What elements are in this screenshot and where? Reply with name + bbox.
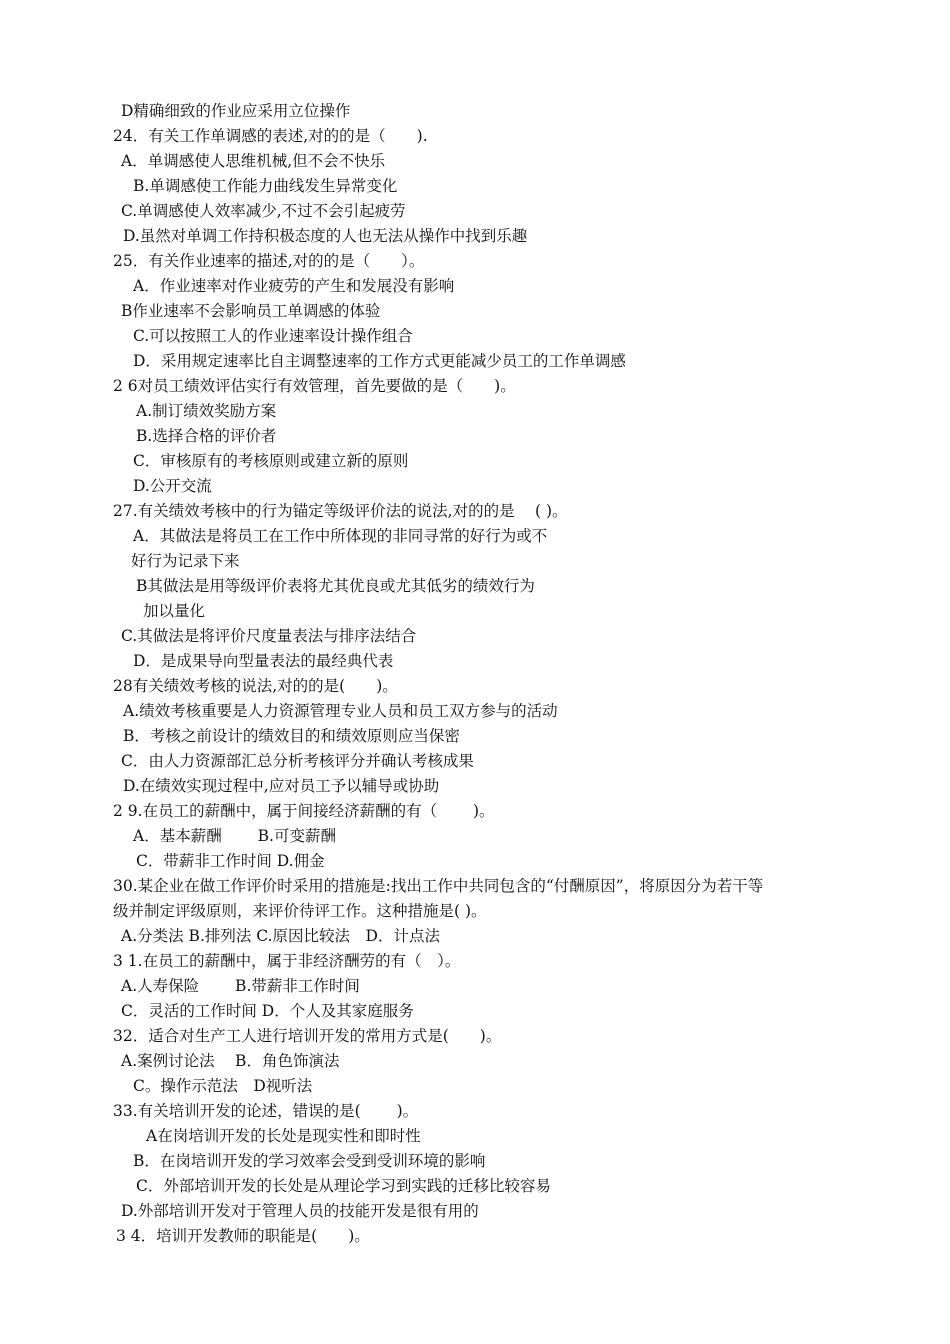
option-24c: C.单调感使人效率减少,不过不会引起疲劳 — [121, 202, 406, 220]
text-line: D精确细致的作业应采用立位操作 — [121, 102, 351, 120]
option-24a: A．单调感使人思维机械,但不会不快乐 — [121, 152, 386, 170]
question-26: 2 6对员工绩效评估实行有效管理，首先要做的是（ )。 — [113, 377, 516, 395]
option-33c: C．外部培训开发的长处是从理论学习到实践的迁移比较容易 — [136, 1177, 551, 1195]
option-28d: D.在绩效实现过程中,应对员工予以辅导或协助 — [123, 777, 440, 795]
question-30: 30.某企业在做工作评价时采用的措施是:找出工作中共同包含的“付酬原因”，将原因分为若干等 — [113, 877, 764, 895]
question-31: 3 1.在员工的薪酬中，属于非经济酬劳的有（ ）。 — [113, 952, 461, 970]
option-25a: A．作业速率对作业疲劳的产生和发展没有影响 — [133, 277, 455, 295]
question-25: 25．有关作业速率的描述,对的的是（ ）。 — [113, 252, 425, 270]
options-31cd: C．灵活的工作时间 D．个人及其家庭服务 — [121, 1002, 414, 1020]
question-24: 24．有关工作单调感的表述,对的的是（ ). — [113, 127, 428, 145]
option-27b-cont: 加以量化 — [143, 602, 206, 620]
options-29cd: C．带薪非工作时间 D.佣金 — [136, 852, 325, 870]
question-27: 27.有关绩效考核中的行为锚定等级评价法的说法,对的的是 ( )。 — [113, 502, 568, 520]
option-33b: B．在岗培训开发的学习效率会受到受训环境的影响 — [133, 1152, 486, 1170]
option-26a: A.制订绩效奖励方案 — [136, 402, 277, 420]
question-28: 28有关绩效考核的说法,对的的是( )。 — [113, 677, 398, 695]
option-33d: D.外部培训开发对于管理人员的技能开发是很有用的 — [121, 1202, 479, 1220]
option-25d: D．采用规定速率比自主调整速率的工作方式更能减少员工的工作单调感 — [133, 352, 626, 370]
option-27c: C.其做法是将评价尺度量表法与排序法结合 — [121, 627, 417, 645]
option-24d: D.虽然对单调工作持积极态度的人也无法从操作中找到乐趣 — [123, 227, 528, 245]
question-34: 3 4．培训开发教师的职能是( )。 — [116, 1227, 370, 1245]
option-26c: C．审核原有的考核原则或建立新的原则 — [133, 452, 409, 470]
option-28a: A.绩效考核重要是人力资源管理专业人员和员工双方参与的活动 — [123, 702, 558, 720]
options-32ab: A.案例讨论法 B．角色饰演法 — [121, 1052, 340, 1070]
options-29ab: A．基本薪酬 B.可变薪酬 — [133, 827, 336, 845]
option-27d: D．是成果导向型量表法的最经典代表 — [133, 652, 394, 670]
option-28c: C．由人力资源部汇总分析考核评分并确认考核成果 — [121, 752, 474, 770]
option-24b: B.单调感使工作能力曲线发生异常变化 — [133, 177, 398, 195]
question-32: 32．适合对生产工人进行培训开发的常用方式是( )。 — [113, 1027, 502, 1045]
option-26d: D.公开交流 — [133, 477, 212, 495]
option-25b: B作业速率不会影响员工单调感的体验 — [121, 302, 381, 320]
question-29: 2 9.在员工的薪酬中，属于间接经济薪酬的有（ )。 — [113, 802, 495, 820]
option-27a-cont: 好行为记录下来 — [131, 552, 240, 570]
question-30-cont: 级并制定评级原则，来评价待评工作。这种措施是( )。 — [113, 902, 487, 920]
option-27b: B其做法是用等级评价表将尤其优良或尤其低劣的绩效行为 — [136, 577, 535, 595]
option-28b: B．考核之前设计的绩效目的和绩效原则应当保密 — [123, 727, 460, 745]
options-32cd: C。操作示范法 D视听法 — [133, 1077, 313, 1095]
option-26b: B.选择合格的评价者 — [136, 427, 277, 445]
options-31ab: A.人寿保险 B.带薪非工作时间 — [121, 977, 360, 995]
option-25c: C.可以按照工人的作业速率设计操作组合 — [133, 327, 413, 345]
question-33: 33.有关培训开发的论述，错误的是( )。 — [113, 1102, 419, 1120]
option-33a: A在岗培训开发的长处是现实性和即时性 — [146, 1127, 421, 1145]
options-30: A.分类法 B.排列法 C.原因比较法 D．计点法 — [121, 927, 440, 945]
option-27a: A．其做法是将员工在工作中所体现的非同寻常的好行为或不 — [133, 527, 548, 545]
